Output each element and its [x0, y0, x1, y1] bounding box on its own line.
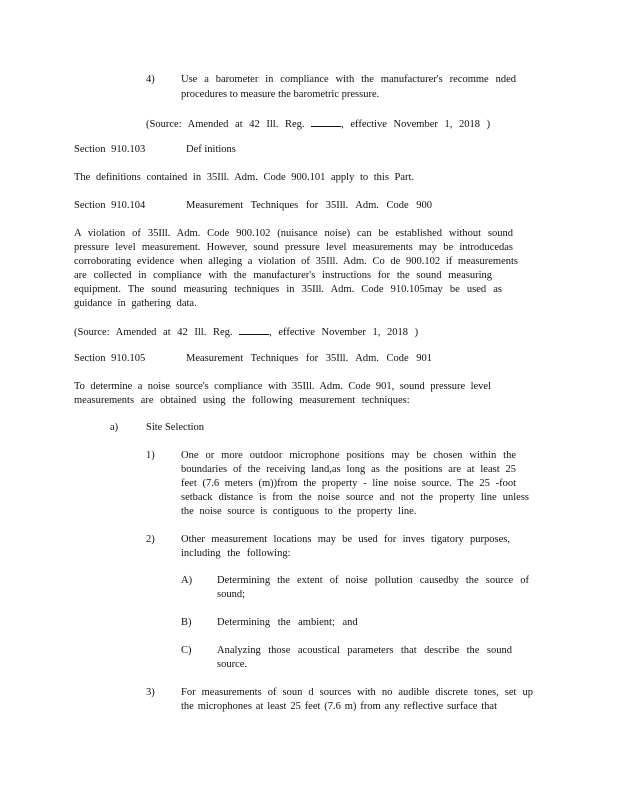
section-910-105-heading: Section 910.105: [74, 353, 146, 364]
sub-item-a-line-2: sound;: [217, 589, 246, 600]
source-note-1-prefix: (Source: Amended at 42 Ill. Reg.: [146, 119, 305, 130]
section-910-104-line-1: A violation of 35Ill. Adm. Code 900.102 (nuisance noise) can be established without sound: [74, 228, 513, 239]
item-3-line-2: the microphones at least 25 feet (7.6 m) from any reflective surface that: [181, 701, 497, 712]
item-3-number: 3): [146, 687, 155, 698]
section-910-103-body: The definitions contained in 35Ill. Adm. Code 900.101 apply to this Part.: [74, 172, 415, 183]
section-910-105-intro-2: measurements are obtained using the following measurement techniques:: [74, 395, 410, 406]
section-910-104-line-4: are collected in compliance with the manufacturer's instructions for the sound measuring: [74, 270, 492, 281]
item-1-line-2: boundaries of the receiving land,as long as the positions are at least 25: [181, 464, 516, 475]
section-910-104-heading: Section 910.104: [74, 200, 146, 211]
item-2-line-2: including the following:: [181, 548, 291, 559]
source-note-2-prefix: (Source: Amended at 42 Ill. Reg.: [74, 327, 233, 338]
section-910-105-intro-1: To determine a noise source's compliance with 35Ill. Adm. Code 901, sound pressure level: [74, 381, 491, 392]
source-note-2-blank: [239, 324, 269, 335]
section-910-104-line-2: pressure level measurement. However, sound pressure level measurements may be introducedas: [74, 242, 513, 253]
source-note-2: [74, 324, 418, 340]
item-1-line-3: feet (7.6 meters (m))from the property - line noise source. The 25 -foot: [181, 478, 516, 489]
item-3-line-1: For measurements of soun d sources with no audible discrete tones, set up: [181, 687, 533, 698]
section-910-104-line-3: corroborating evidence when alleging a violation of 35Ill. Adm. Co de 900.102 if measurements: [74, 256, 518, 267]
item-1-line-4: setback distance is from the noise source and not the property line unless: [181, 492, 529, 503]
site-selection-number: a): [110, 422, 119, 433]
section-910-105-title: Measurement Techniques for 35Ill. Adm. Code 901: [186, 353, 433, 364]
sub-item-a-number: A): [181, 575, 193, 586]
sub-item-c-number: C): [181, 645, 192, 656]
section-910-103-title: Def initions: [186, 144, 236, 155]
sub-item-b-text: Determining the ambient; and: [217, 617, 358, 628]
item-1-number: 1): [146, 450, 155, 461]
section-910-104-line-6: guidance in gathering data.: [74, 298, 197, 309]
item-1-line-5: the noise source is contiguous to the property line.: [181, 506, 417, 517]
source-note-1-blank: [311, 116, 341, 127]
item-2-number: 2): [146, 534, 155, 545]
sub-item-a-line-1: Determining the extent of noise pollution causedby the source of: [217, 575, 529, 586]
item-4-line-2: procedures to measure the barometric pressure.: [181, 89, 380, 100]
item-2-line-1: Other measurement locations may be used for inves tigatory purposes,: [181, 534, 510, 545]
site-selection-title: Site Selection: [146, 422, 205, 433]
item-4-number: 4): [146, 74, 155, 85]
sub-item-c-line-2: source.: [217, 659, 248, 670]
section-910-103-heading: Section 910.103: [74, 144, 146, 155]
sub-item-c-line-1: Analyzing those acoustical parameters that describe the sound: [217, 645, 512, 656]
source-note-2-suffix: , effective November 1, 2018 ): [269, 327, 419, 338]
sub-item-b-number: B): [181, 617, 192, 628]
item-4-line-1: Use a barometer in compliance with the manufacturer's recomme nded: [181, 74, 516, 85]
item-1-line-1: One or more outdoor microphone positions may be chosen within the: [181, 450, 516, 461]
source-note-1: [146, 116, 490, 132]
section-910-104-title: Measurement Techniques for 35Ill. Adm. Code 900: [186, 200, 433, 211]
section-910-104-line-5: equipment. The sound measuring techniques in 35Ill. Adm. Code 910.105may be used as: [74, 284, 502, 295]
source-note-1-suffix: , effective November 1, 2018 ): [341, 119, 491, 130]
